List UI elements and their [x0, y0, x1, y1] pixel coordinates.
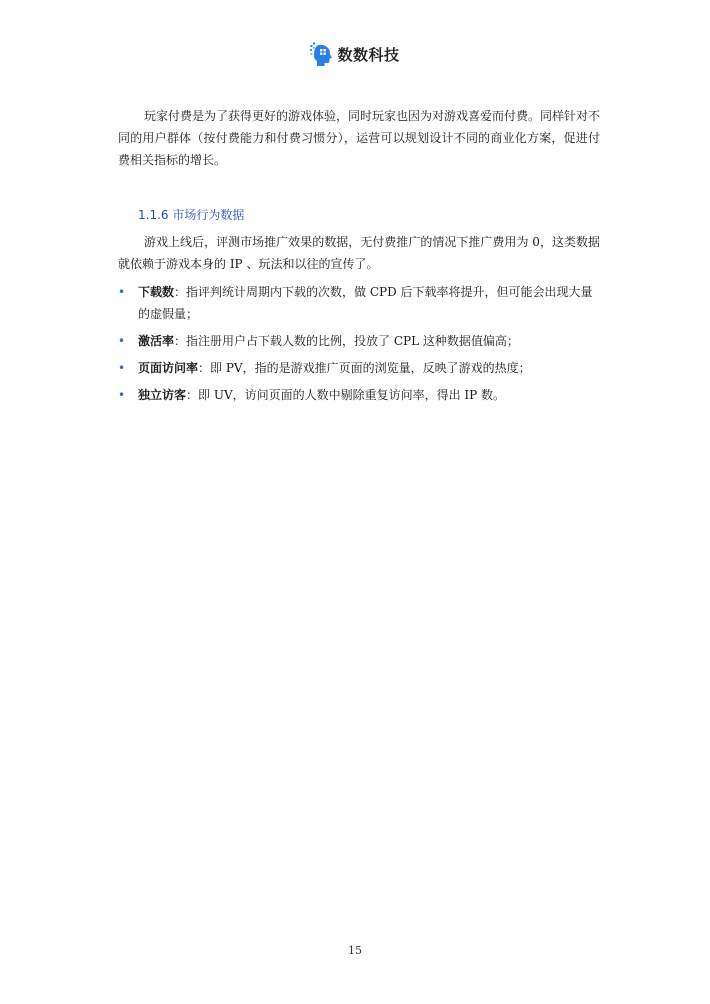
list-item: [118, 384, 600, 406]
term-label: 激活率: [138, 334, 175, 348]
page-header: [0, 42, 710, 66]
section-heading: 1.1.6 市场行为数据: [138, 208, 245, 222]
term-description: ：即 UV，访问页面的人数中剔除重复访问率，得出 IP 数。: [186, 388, 506, 402]
page-number: 15: [348, 944, 362, 957]
list-item: [118, 357, 600, 379]
brand-name: 数数科技: [337, 45, 400, 64]
bullet-icon: •: [118, 334, 126, 348]
bullet-icon: •: [118, 285, 126, 299]
bullet-icon: •: [118, 388, 126, 402]
metrics-list: [118, 281, 600, 406]
section-paragraph: 游戏上线后，评测市场推广效果的数据，无付费推广的情况下推广费用为 0，这类数据就依赖于游戏本身的 IP 、玩法和以往的宣传了。: [118, 235, 600, 271]
term-label: 下载数: [138, 285, 175, 299]
term-label: 独立访客: [138, 388, 187, 402]
bullet-icon: •: [118, 361, 126, 375]
intro-paragraph: 玩家付费是为了获得更好的游戏体验，同时玩家也因为对游戏喜爱而付费。同样针对不同的用户群体（按付费能力和付费习惯分），运营可以规划设计不同的商业化方案，促进付费相关指标的增长。: [118, 109, 601, 167]
term-description: ：指注册用户占下载人数的比例，投放了 CPL 这种数据值偏高；: [174, 334, 519, 348]
brain-head-icon: [310, 42, 332, 66]
term-label: 页面访问率: [138, 361, 199, 375]
list-item: [118, 281, 600, 325]
list-item: [118, 330, 600, 352]
term-description: ：即 PV，指的是游戏推广页面的浏览量，反映了游戏的热度；: [198, 361, 531, 375]
page-body: [118, 105, 600, 411]
term-description: ：指评判统计周期内下载的次数，做 CPD 后下载率将提升，但可能会出现大量的虚假量；: [138, 285, 593, 321]
